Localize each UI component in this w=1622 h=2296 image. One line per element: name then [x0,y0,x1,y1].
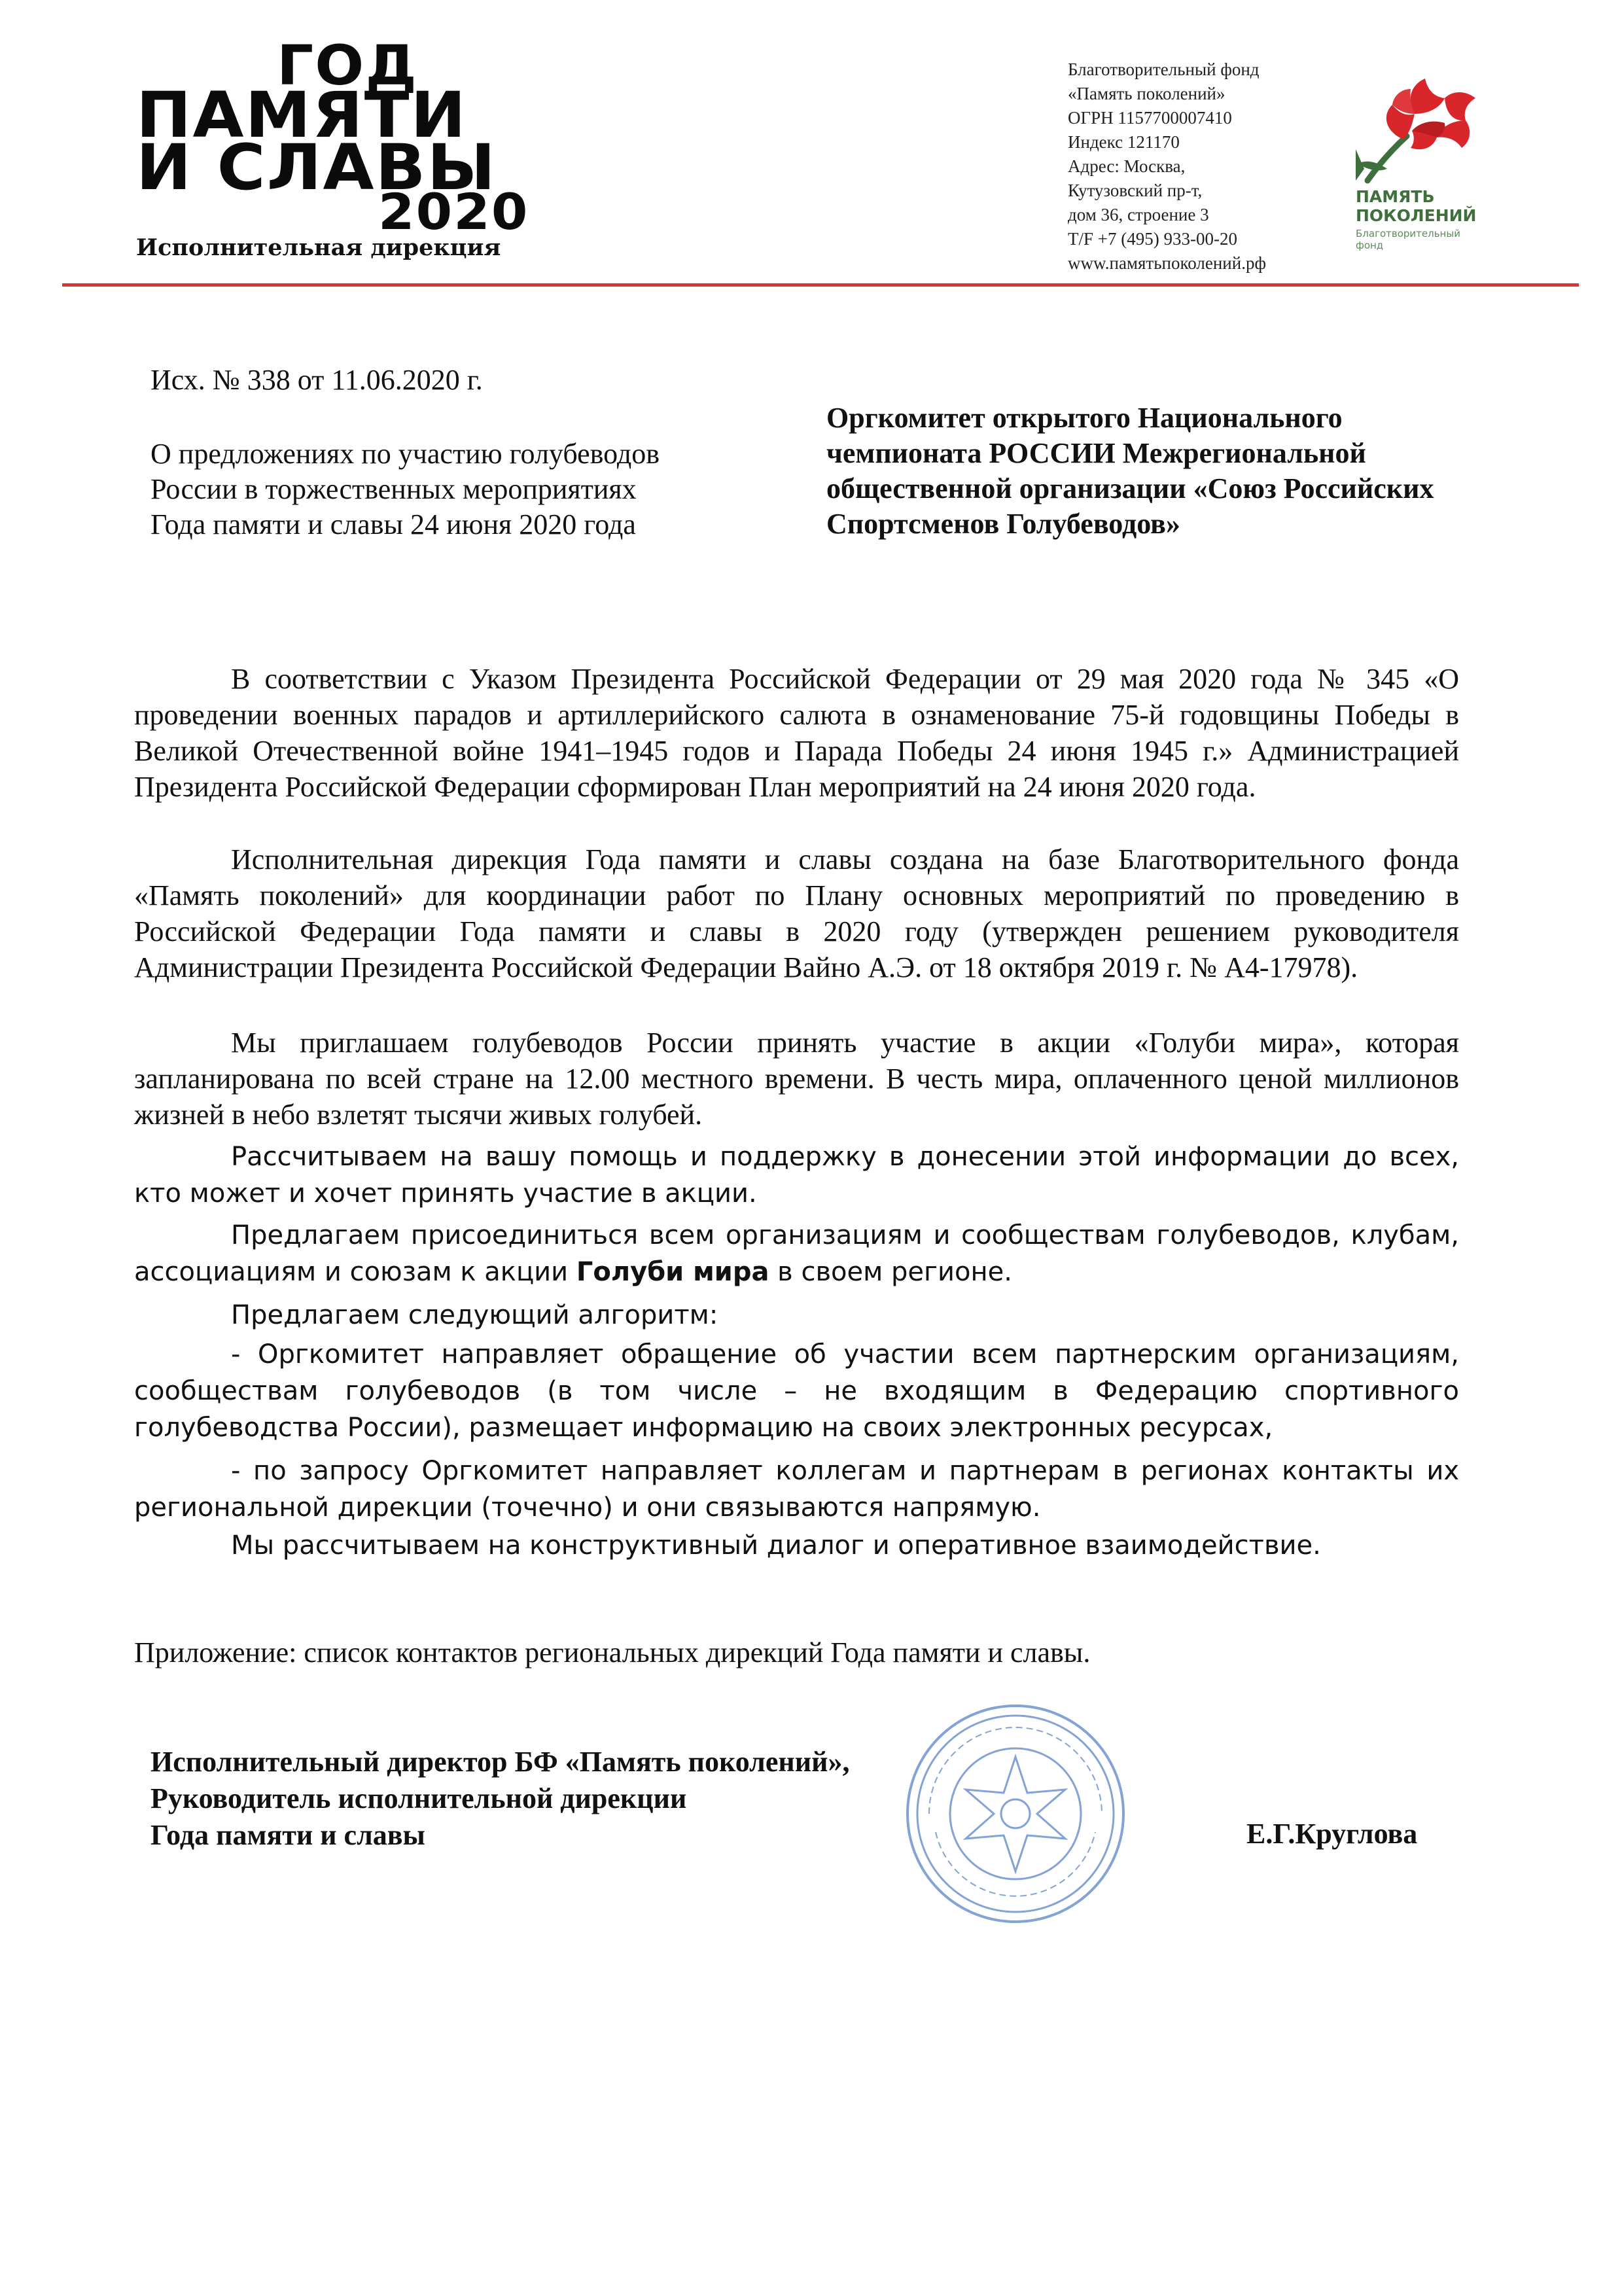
fund-info-line: дом 36, строение 3 [1068,205,1209,224]
addressee-line: чемпионата РОССИИ Межрегиональной [826,437,1366,469]
fund-info-line: Адрес: Москва, [1068,156,1186,176]
memory-of-generations-logo [1341,71,1485,267]
algorithm-step-1: - Оргкомитет направляет обращение об участии всем партнерским организациям, сообществам голубеводов (в том числе – не входящим в Федерацию спортивного голубеводства России), размещает информацию на своих электронных ресурсах, [134,1339,1459,1443]
body-paragraph-support: Рассчитываем на вашу помощь и поддержку в донесении этой информации до всех, кто может и хочет принять участие в акции. [134,1142,1459,1209]
fund-info-line: Индекс 121170 [1068,132,1180,152]
outgoing-reference-number: Исх. № 338 от 11.06.2020 г. [150,364,483,396]
join-text-start: Предлагаем присоединиться всем организациям и сообществам голубеводов, клубам, ассоциациям и союзам к акции [134,1220,1459,1287]
fund-contact-info [1068,58,1356,275]
body-paragraph-directorate: Исполнительная дирекция Года памяти и славы создана на базе Благотворительного фонда «Память поколений» для координации работ по Плану основных мероприятий по проведению в Российской Федерации Года памяти и славы в 2020 году (утвержден решением руководителя Администрации Президента Российской Федерации Вайно А.Э. от 18 октября 2019 г. № А4-17978). [134,843,1459,983]
executive-directorate-label: Исполнительная дирекция [136,234,501,261]
join-text-end: в своем регионе. [769,1257,1012,1287]
body-paragraph-closing: Мы рассчитываем на конструктивный диалог и оперативное взаимодействие. [231,1530,1321,1561]
fund-info-line: T/F +7 (495) 933-00-20 [1068,229,1237,249]
logo-line-pamyati: ПАМЯТИ [136,79,468,152]
fund-info-line: «Память поколений» [1068,84,1225,103]
signatory-title-line: Года памяти и славы [150,1819,425,1851]
fund-logo-subtitle-line: фонд [1356,239,1384,251]
subject-line: О предложениях по участию голубеводов [150,438,660,470]
fund-website-link[interactable]: www.памятьпоколений.рф [1068,253,1266,273]
signatory-title-line: Руководитель исполнительной дирекции [150,1782,687,1814]
fund-logo-title [1356,187,1476,225]
logo-line-slavy: И СЛАВЫ [136,131,497,204]
addressee-line: общественной организации «Союз Российских [826,472,1434,504]
fund-logo-subtitle-line: Благотворительный [1356,228,1460,239]
signatory-name: Е.Г.Круглова [1246,1818,1418,1850]
carnation-icon [1341,71,1485,185]
body-paragraph-algorithm-intro: Предлагаем следующий алгоритм: [231,1300,718,1330]
attachment-note: Приложение: список контактов региональных дирекций Года памяти и славы. [134,1636,1091,1669]
body-paragraph-decree: В соответствии с Указом Президента Российской Федерации от 29 мая 2020 года № 345 «О проведении военных парадов и артиллерийского салюта в ознаменование 75-й годовщины Победы в Великой Отечественной войне 1941–1945 годов и Парада Победы 24 июня 1945 г.» Администрацией Президента Российской Федерации сформирован План мероприятий на 24 июня 2020 года. [134,663,1459,803]
body-paragraph-invitation: Мы приглашаем голубеводов России принять участие в акции «Голуби мира», которая запланирована по всей стране на 12.00 местного времени. В честь мира, оплаченного ценой миллионов жизней в небо взлетят тысячи живых голубей. [134,1027,1459,1131]
addressee-line: Спортсменов Голубеводов» [826,508,1180,540]
addressee-line: Оргкомитет открытого Национального [826,402,1343,434]
subject-line: Года памяти и славы 24 июня 2020 года [150,508,636,540]
official-stamp-icon [903,1701,1129,1927]
fund-logo-title-line: ПОКОЛЕНИЙ [1356,206,1477,225]
signatory-title [150,1744,849,1854]
algorithm-step-2: - по запросу Оргкомитет направляет коллегам и партнерам в регионах контакты их региональной дирекции (точечно) и они связываются напрямую. [134,1456,1459,1523]
action-name-emphasis: Голуби мира [576,1257,769,1287]
signatory-title-line: Исполнительный директор БФ «Память поколений», [150,1746,850,1778]
fund-info-line: Благотворительный фонд [1068,60,1260,79]
letter-subject [150,436,779,542]
letter-addressee [826,400,1559,542]
fund-info-line: Кутузовский пр-т, [1068,181,1203,200]
fund-info-line: ОГРН 1157700007410 [1068,108,1232,128]
logo-line-god: ГОД [277,33,419,97]
body-paragraph-join [134,1217,1459,1290]
subject-line: России в торжественных мероприятиях [150,473,637,505]
fund-logo-title-line: ПАМЯТЬ [1356,187,1435,206]
logo-year: 2020 [378,183,529,241]
header-divider [62,283,1579,287]
fund-logo-subtitle [1356,228,1460,251]
